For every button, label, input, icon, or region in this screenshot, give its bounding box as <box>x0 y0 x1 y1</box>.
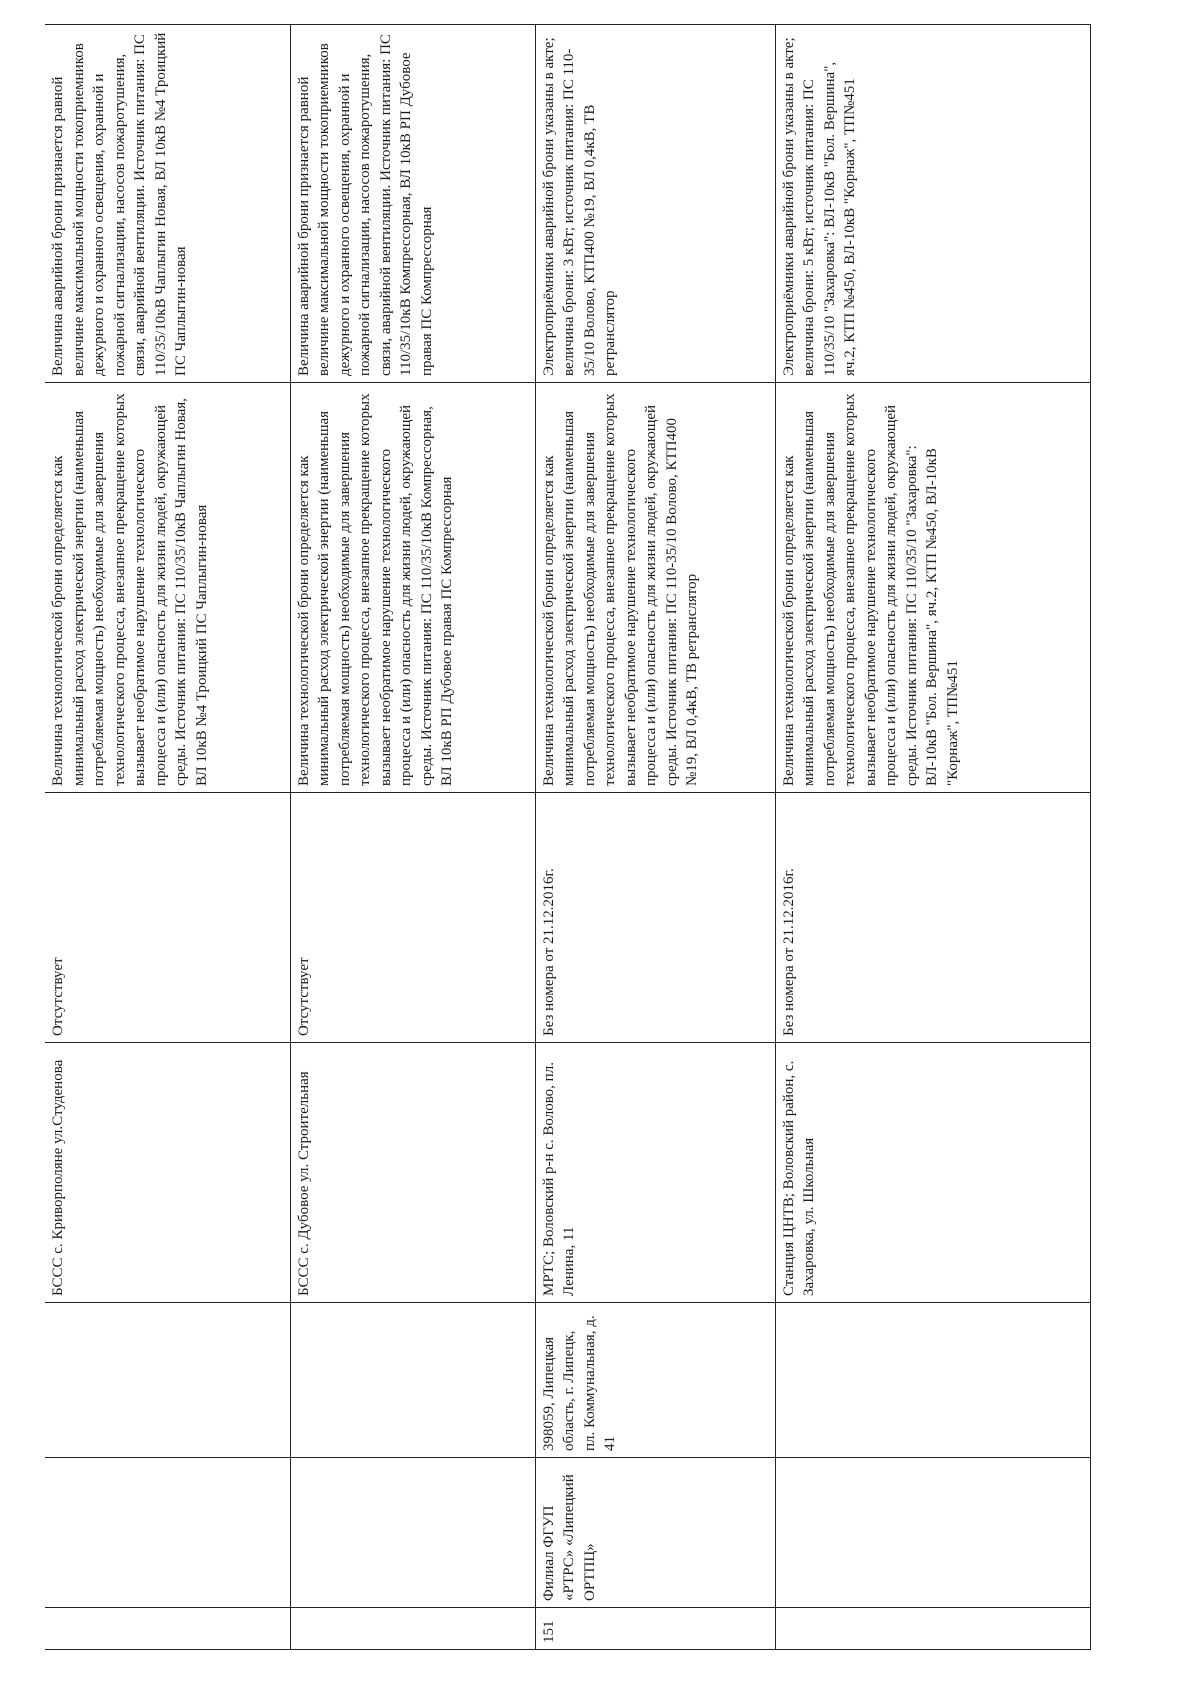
cell-emergency-armor: Величина аварийной брони признается равной величине максимальной мощности токоприемников дежурного и охранного освещения, охранной и пожарной сигнализации, насосов пожаротушения, связи, аварийной вентиляции. Источник питания: ПС 110/35/10кВ Компрессорная, ВЛ 10кВ РП Дубовое правая ПС Компрессорная <box>290 25 535 383</box>
cell-number <box>775 1608 1090 1650</box>
cell-object: МРТС; Воловский р-н с. Волово, пл. Ленина, 11 <box>535 1043 775 1303</box>
cell-object: БССС с. Дубовое ул. Строительная <box>290 1043 535 1303</box>
table-row <box>775 25 1090 1650</box>
cell-organization <box>290 1458 535 1608</box>
cell-tech-armor: Величина технологической брони определяется как минимальный расход электрической энергии (наименьшая потребляемая мощность) необходимые для завершения технологического процесса, внезапное прекращение которых вызывает необратимое нарушение технологического процесса и (или) опасность для жизни людей, окружающей среды. Источник питания: ПС 110/35/10кВ Компрессорная, ВЛ 10кВ РП Дубовое правая ПС Компрессорная <box>290 383 535 793</box>
cell-number <box>290 1608 535 1650</box>
cell-act: Отсутствует <box>45 793 290 1043</box>
table-row <box>535 25 775 1650</box>
cell-emergency-armor: Величина аварийной брони признается равной величине максимальной мощности токоприемников дежурного и охранного освещения, охранной и пожарной сигнализации, насосов пожаротушения, связи, аварийной вентиляции. Источник питания: ПС 110/35/10кВ Чаплыгин Новая, ВЛ 10кВ №4 Троицкий ПС Чаплыгин-новая <box>45 25 290 383</box>
cell-address <box>290 1303 535 1458</box>
cell-address: 398059, Липецкая область, г. Липецк, пл. Коммунальная, д. 41 <box>535 1303 775 1458</box>
cell-address <box>45 1303 290 1458</box>
cell-act: Отсутствует <box>290 793 535 1043</box>
table-row <box>45 25 290 1650</box>
cell-object: БССС с. Криворполяне ул.Студенова <box>45 1043 290 1303</box>
cell-tech-armor: Величина технологической брони определяется как минимальный расход электрической энергии (наименьшая потребляемая мощность) необходимые для завершения технологического процесса, внезапное прекращение которых вызывает необратимое нарушение технологического процесса и (или) опасность для жизни людей, окружающей среды. Источник питания: ПС 110/35/10кВ Чаплыгин Новая, ВЛ 10кВ №4 Троицкий ПС Чаплыгин-новая <box>45 383 290 793</box>
cell-act: Без номера от 21.12.2016г. <box>535 793 775 1043</box>
cell-number <box>45 1608 290 1650</box>
cell-organization <box>775 1458 1090 1608</box>
table-row <box>290 25 535 1650</box>
cell-emergency-armor: Электроприёмники аварийной брони указаны в акте; величина брони: 5 кВт; источник питания: ПС 110/35/10 "Захаровка": ВЛ-10кВ "Бол. Вершина", яч.2, КТП №450, ВЛ-10кВ "Корнаж", ТП№451 <box>775 25 1090 383</box>
cell-tech-armor: Величина технологической брони определяется как минимальный расход электрической энергии (наименьшая потребляемая мощность) необходимые для завершения технологического процесса, внезапное прекращение которых вызывает необратимое нарушение технологического процесса и (или) опасность для жизни людей, окружающей среды. Источник питания: ПС 110-35/10 Волово, КТП400 №19, ВЛ 0,4кВ, ТВ ретранслятор <box>535 383 775 793</box>
cell-organization: Филиал ФГУП «РТРС» «Липецкий ОРТПЦ» <box>535 1458 775 1608</box>
armor-table <box>45 24 1091 1650</box>
cell-object: Станция ЦНТВ; Воловский район, с. Захаровка, ул. Школьная <box>775 1043 1090 1303</box>
cell-number: 151 <box>535 1608 775 1650</box>
cell-emergency-armor: Электроприёмники аварийной брони указаны в акте; величина брони: 3 кВт; источник питания: ПС 110-35/10 Волово, КТП400 №19, ВЛ 0,4кВ, ТВ ретранслятор <box>535 25 775 383</box>
cell-act: Без номера от 21.12.2016г. <box>775 793 1090 1043</box>
rotated-table-container <box>45 25 1090 1650</box>
cell-organization <box>45 1458 290 1608</box>
cell-address <box>775 1303 1090 1458</box>
cell-tech-armor: Величина технологической брони определяется как минимальный расход электрической энергии (наименьшая потребляемая мощность) необходимые для завершения технологического процесса, внезапное прекращение которых вызывает необратимое нарушение технологического процесса и (или) опасность для жизни людей, окружающей среды. Источник питания: ПС 110/35/10 "Захаровка": ВЛ-10кВ "Бол. Вершина", яч.2, КТП №450, ВЛ-10кВ "Корнаж", ТП№451 <box>775 383 1090 793</box>
